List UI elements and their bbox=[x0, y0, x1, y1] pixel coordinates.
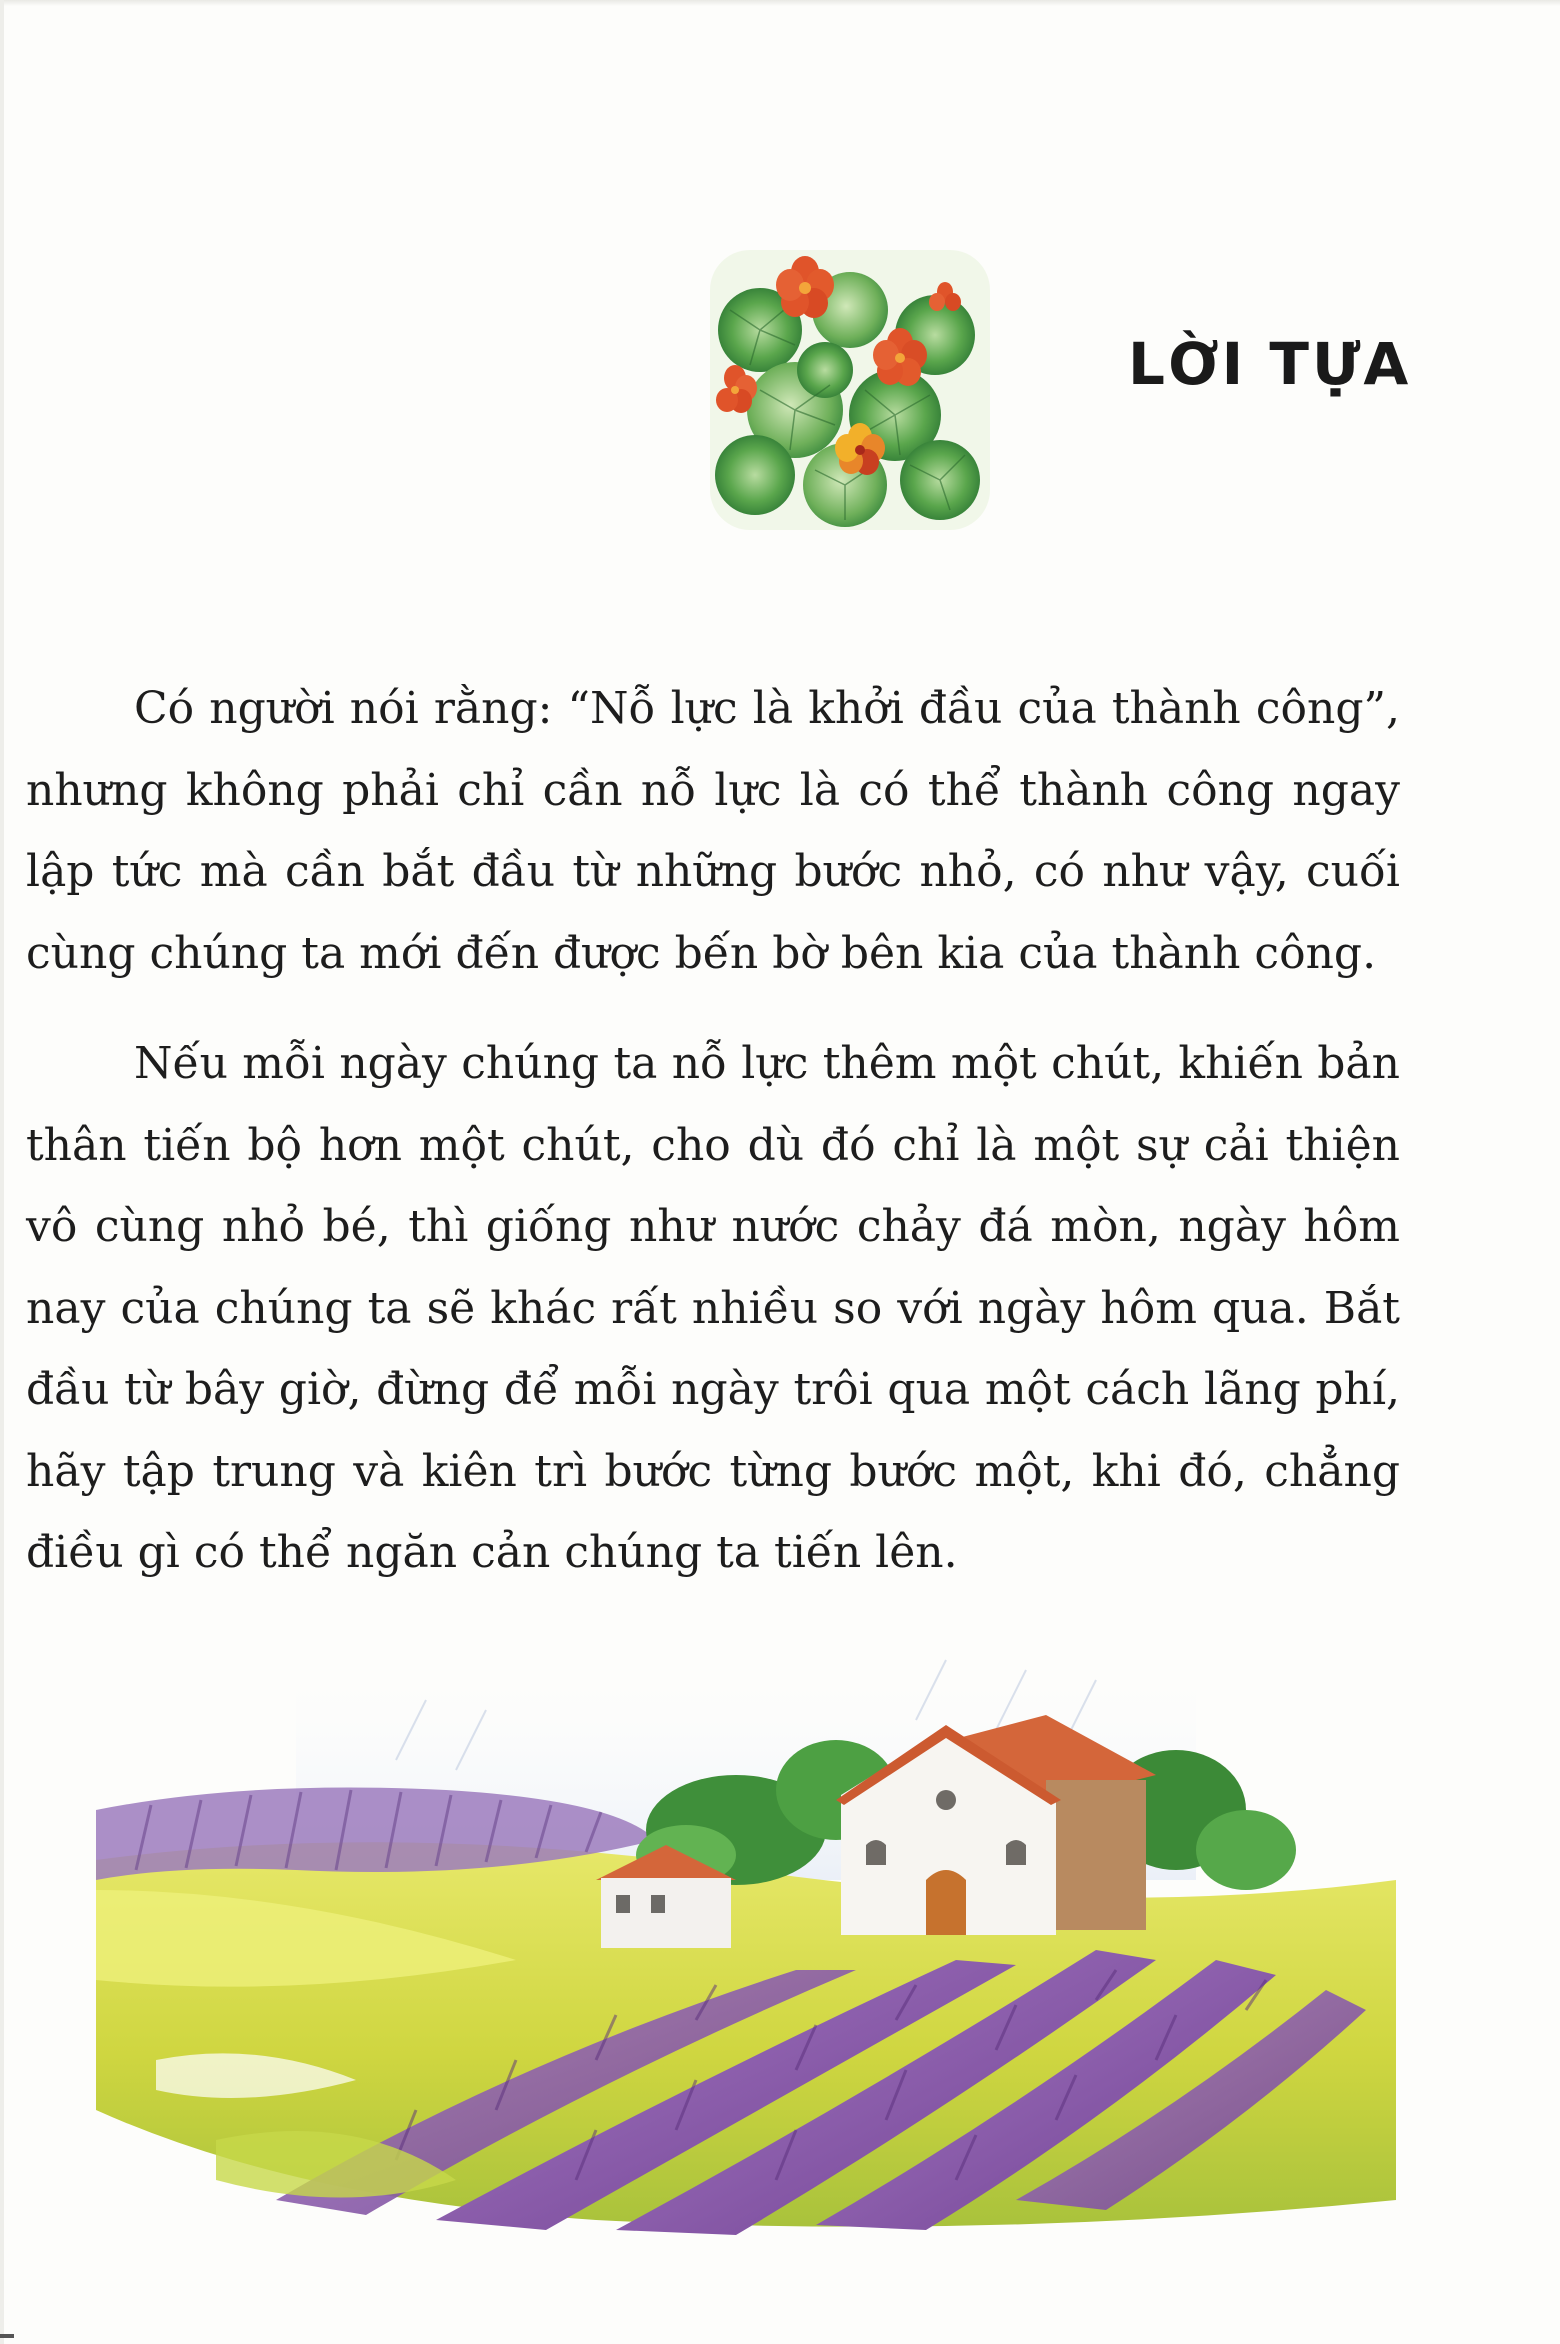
page-title: LỜI TỰA bbox=[1128, 330, 1412, 398]
lavender-field-illustration bbox=[96, 1640, 1396, 2240]
paragraph-2: Nếu mỗi ngày chúng ta nỗ lực thêm một chút, khiến bản thân tiến bộ hơn một chút, cho dù đó chỉ là một sự cải thiện vô cùng nhỏ bé, thì giống như nước chảy đá mòn, ngày hôm nay của chúng ta sẽ khác rất nhiều so với ngày hôm qua. Bắt đầu từ bây giờ, đừng để mỗi ngày trôi qua một cách lãng phí, hãy tập trung và kiên trì bước từng bước một, khi đó, chẳng điều gì có thể ngăn cản chúng ta tiến lên. bbox=[26, 1038, 1400, 1578]
nasturtium-illustration bbox=[700, 240, 1000, 540]
paragraph-1: Có người nói rằng: “Nỗ lực là khởi đầu của thành công”, nhưng không phải chỉ cần nỗ lực là có thể thành công ngay lập tức mà cần bắt đầu từ những bước nhỏ, có như vậy, cuối cùng chúng ta mới đến được bến bờ bên kia của thành công. bbox=[26, 683, 1400, 979]
page-top-edge bbox=[0, 0, 1560, 6]
page-scan-mark bbox=[0, 2334, 14, 2338]
preface-body bbox=[26, 668, 1400, 1594]
page-left-edge bbox=[0, 0, 4, 2344]
